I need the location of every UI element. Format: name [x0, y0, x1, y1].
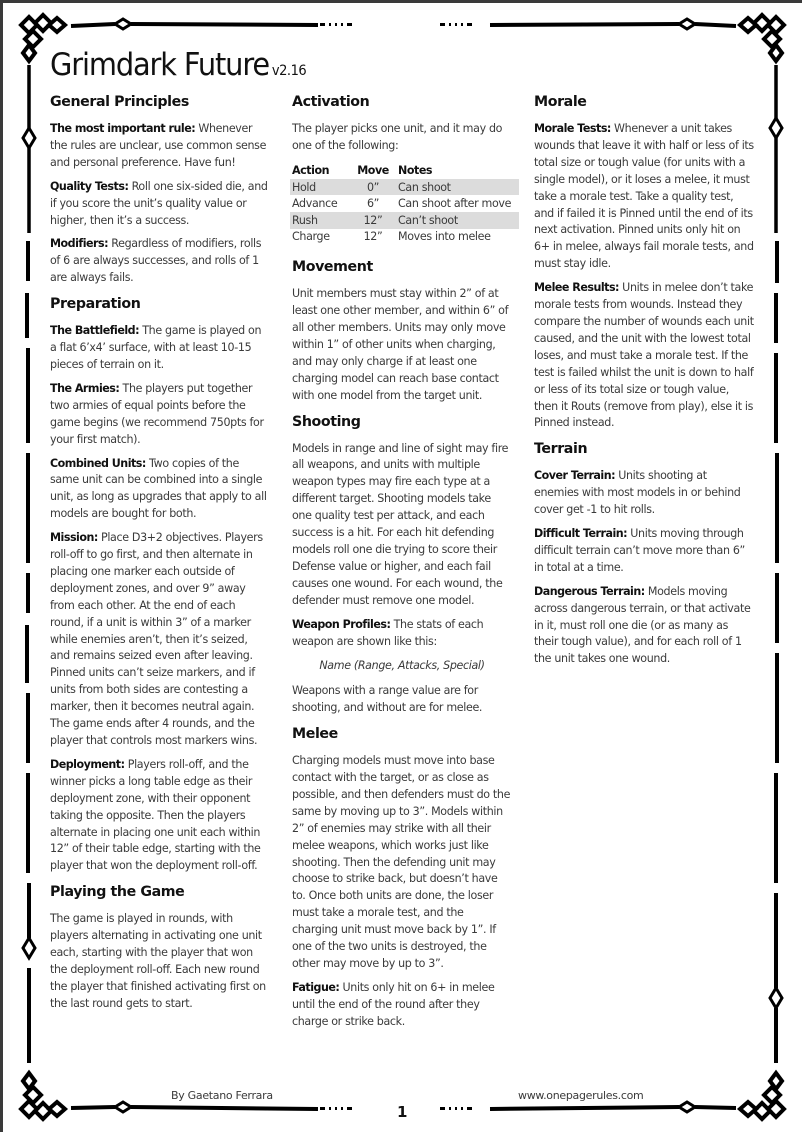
activation-table: [290, 162, 519, 245]
heading-playing-the-game: Playing the Game: [50, 884, 185, 901]
rule-weapon-profiles: Weapon Profiles: The stats of each weapon are shown like this:: [292, 617, 484, 648]
rule-movement: Unit members must stay within 2” of at least one other member, and within 6” of all other members. Units may only move within 1” of other units when charging, and may only charge if at least one charging model can reach base contact with one model from the target unit.: [292, 287, 509, 402]
rule-melee: Charging models must move into base contact with the target, or as close as possible, and then defenders must do the same by moving up to 3”. Models within 2” of enemies may strike with all their melee weapons, which works just like shooting. Then the defending unit may choose to strike back, but doesn’t have to. Once both units are done, the loser must take a morale test, and the charging unit must move back by 1”. If one of the two units is destroyed, the other may move by up to 3”.: [292, 754, 511, 970]
cell-move: 12”: [350, 212, 396, 229]
column-header-move: Move: [357, 163, 389, 177]
weapon-profile-format: Name (Range, Attacks, Special): [319, 659, 485, 673]
cell-move: 12”: [363, 230, 383, 244]
footer-author: By Gaetano Ferrara: [171, 1089, 273, 1102]
cell-action: Hold: [290, 179, 350, 196]
page-number: 1: [397, 1103, 408, 1121]
column-left: [50, 92, 270, 1020]
cell-action: Advance: [292, 197, 338, 211]
cell-move: 0”: [350, 179, 396, 196]
rule-armies: The Armies: The players put together two armies of equal points before the game begins (we recommend 750pts for your first match).: [50, 381, 264, 446]
heading-terrain: Terrain: [534, 441, 588, 458]
footer-website-link[interactable]: www.onepagerules.com: [518, 1089, 644, 1102]
heading-melee: Melee: [292, 726, 338, 743]
column-header-notes: Notes: [398, 163, 433, 177]
cell-notes: Can shoot after move: [398, 197, 512, 211]
rule-most-important: The most important rule: Whenever the rules are unclear, use common sense and personal preference. Have fun!: [50, 122, 267, 169]
version-label: v2.16: [271, 63, 307, 79]
rule-shooting: Models in range and line of sight may fire all weapons, and units with multiple weapon types may fire each type at a different target. Shooting models take one quality test per attack, and each success is a hit. For each hit defending models roll one die trying to score their Defense value or higher, and each fail causes one wound. For each wound, the defender must remove one model.: [292, 441, 509, 607]
rule-mission: Mission: Place D3+2 objectives. Players roll-off to go first, and then alternate in placing one marker each outside of deployment zones, and over 9” away from each other. At the end of each round, if a unit is within 3” of a marker while enemies aren’t, then it’s seized, and remains seized even after leaving. Pinned units can’t seize markers, and if units from both sides are contesting a marker, then it becomes neutral again. The game ends after 4 rounds, and the player that controls most markers wins.: [50, 531, 263, 747]
table-row: [290, 212, 519, 229]
column-right: [534, 92, 754, 675]
rule-melee-results: Melee Results: Units in melee don’t take morale tests from wounds. Instead they compare the number of wounds each unit caused, and the unit with the lowest total loses, and must take a morale test. If the test is failed whilst the unit is down to half or less of its total size or tough value, then it Routs (remove from play), else it is Pinned instead.: [534, 281, 754, 430]
activation-intro: The player picks one unit, and it may do one of the following:: [292, 122, 503, 152]
rule-deployment: Deployment: Players roll-off, and the winner picks a long table edge as their deployment zone, with their opponent taking the opposite. Then the players alternate in placing one unit each within 12” of their table edge, starting with the player that won the deployment roll-off.: [50, 757, 261, 873]
rule-difficult-terrain: Difficult Terrain: Units moving through difficult terrain can’t move more than 6” in total at a time.: [534, 527, 745, 574]
document-page: [3, 3, 802, 1132]
table-row: [290, 179, 519, 196]
title-text: Grimdark Future: [50, 47, 270, 83]
cell-action: Rush: [290, 212, 350, 229]
rule-modifiers: Modifiers: Regardless of modifiers, rolls of 6 are always successes, and rolls of 1 are always fails.: [50, 237, 262, 285]
cell-action: Charge: [292, 230, 330, 244]
heading-general-principles: General Principles: [50, 94, 189, 110]
cell-notes: Can’t shoot: [396, 212, 519, 229]
cell-move: 6”: [366, 197, 380, 211]
rule-combined-units: Combined Units: Two copies of the same unit can be combined into a single unit, as long as upgrades that apply to all models are bought for both.: [50, 456, 267, 521]
rule-battlefield: The Battlefield: The game is played on a flat 6’x4’ surface, with at least 10-15 pieces of terrain on it.: [50, 324, 262, 371]
column-header-action: Action: [292, 163, 330, 177]
table-header-row: [290, 162, 519, 179]
rule-morale-tests: Morale Tests: Whenever a unit takes wounds that leave it with half or less of its total size or tough value (for units with a single model), or it loses a melee, it must take a morale test. Take a quality test, and if failed it is Pinned until the end of its next activation. Pinned units only hit on 6+ in melee, always fail morale tests, and must stay idle.: [534, 122, 754, 271]
rule-fatigue: Fatigue: Units only hit on 6+ in melee until the end of the round after they charge or strike back.: [292, 980, 495, 1028]
heading-shooting: Shooting: [292, 413, 361, 430]
cell-notes: Can shoot: [396, 179, 519, 196]
cell-notes: Moves into melee: [398, 230, 491, 244]
heading-movement: Movement: [292, 259, 373, 276]
heading-activation: Activation: [292, 94, 370, 110]
column-middle: [292, 92, 512, 1038]
rule-quality-tests: Quality Tests: Roll one six-sided die, and if you score the unit’s quality value or higher, then it’s a success.: [50, 179, 268, 227]
heading-morale: Morale: [534, 94, 587, 110]
table-row: [290, 195, 519, 212]
rule-cover-terrain: Cover Terrain: Units shooting at enemies with most models in or behind cover get -1 to hit rolls.: [534, 469, 741, 517]
rule-playing-the-game: The game is played in rounds, with players alternating in activating one unit each, starting with the player that won the deployment roll-off. Each new round the player that finished activating first on the last round gets to start.: [50, 912, 266, 1010]
rule-dangerous-terrain: Dangerous Terrain: Models moving across dangerous terrain, or that activate in it, must roll one die (or as many as their tough value), and for each roll of 1 the unit takes one wound.: [534, 584, 751, 666]
heading-preparation: Preparation: [50, 296, 141, 313]
document-title: [50, 47, 306, 83]
table-row: [290, 229, 519, 246]
rule-range-note: Weapons with a range value are for shooting, and without are for melee.: [292, 684, 483, 715]
